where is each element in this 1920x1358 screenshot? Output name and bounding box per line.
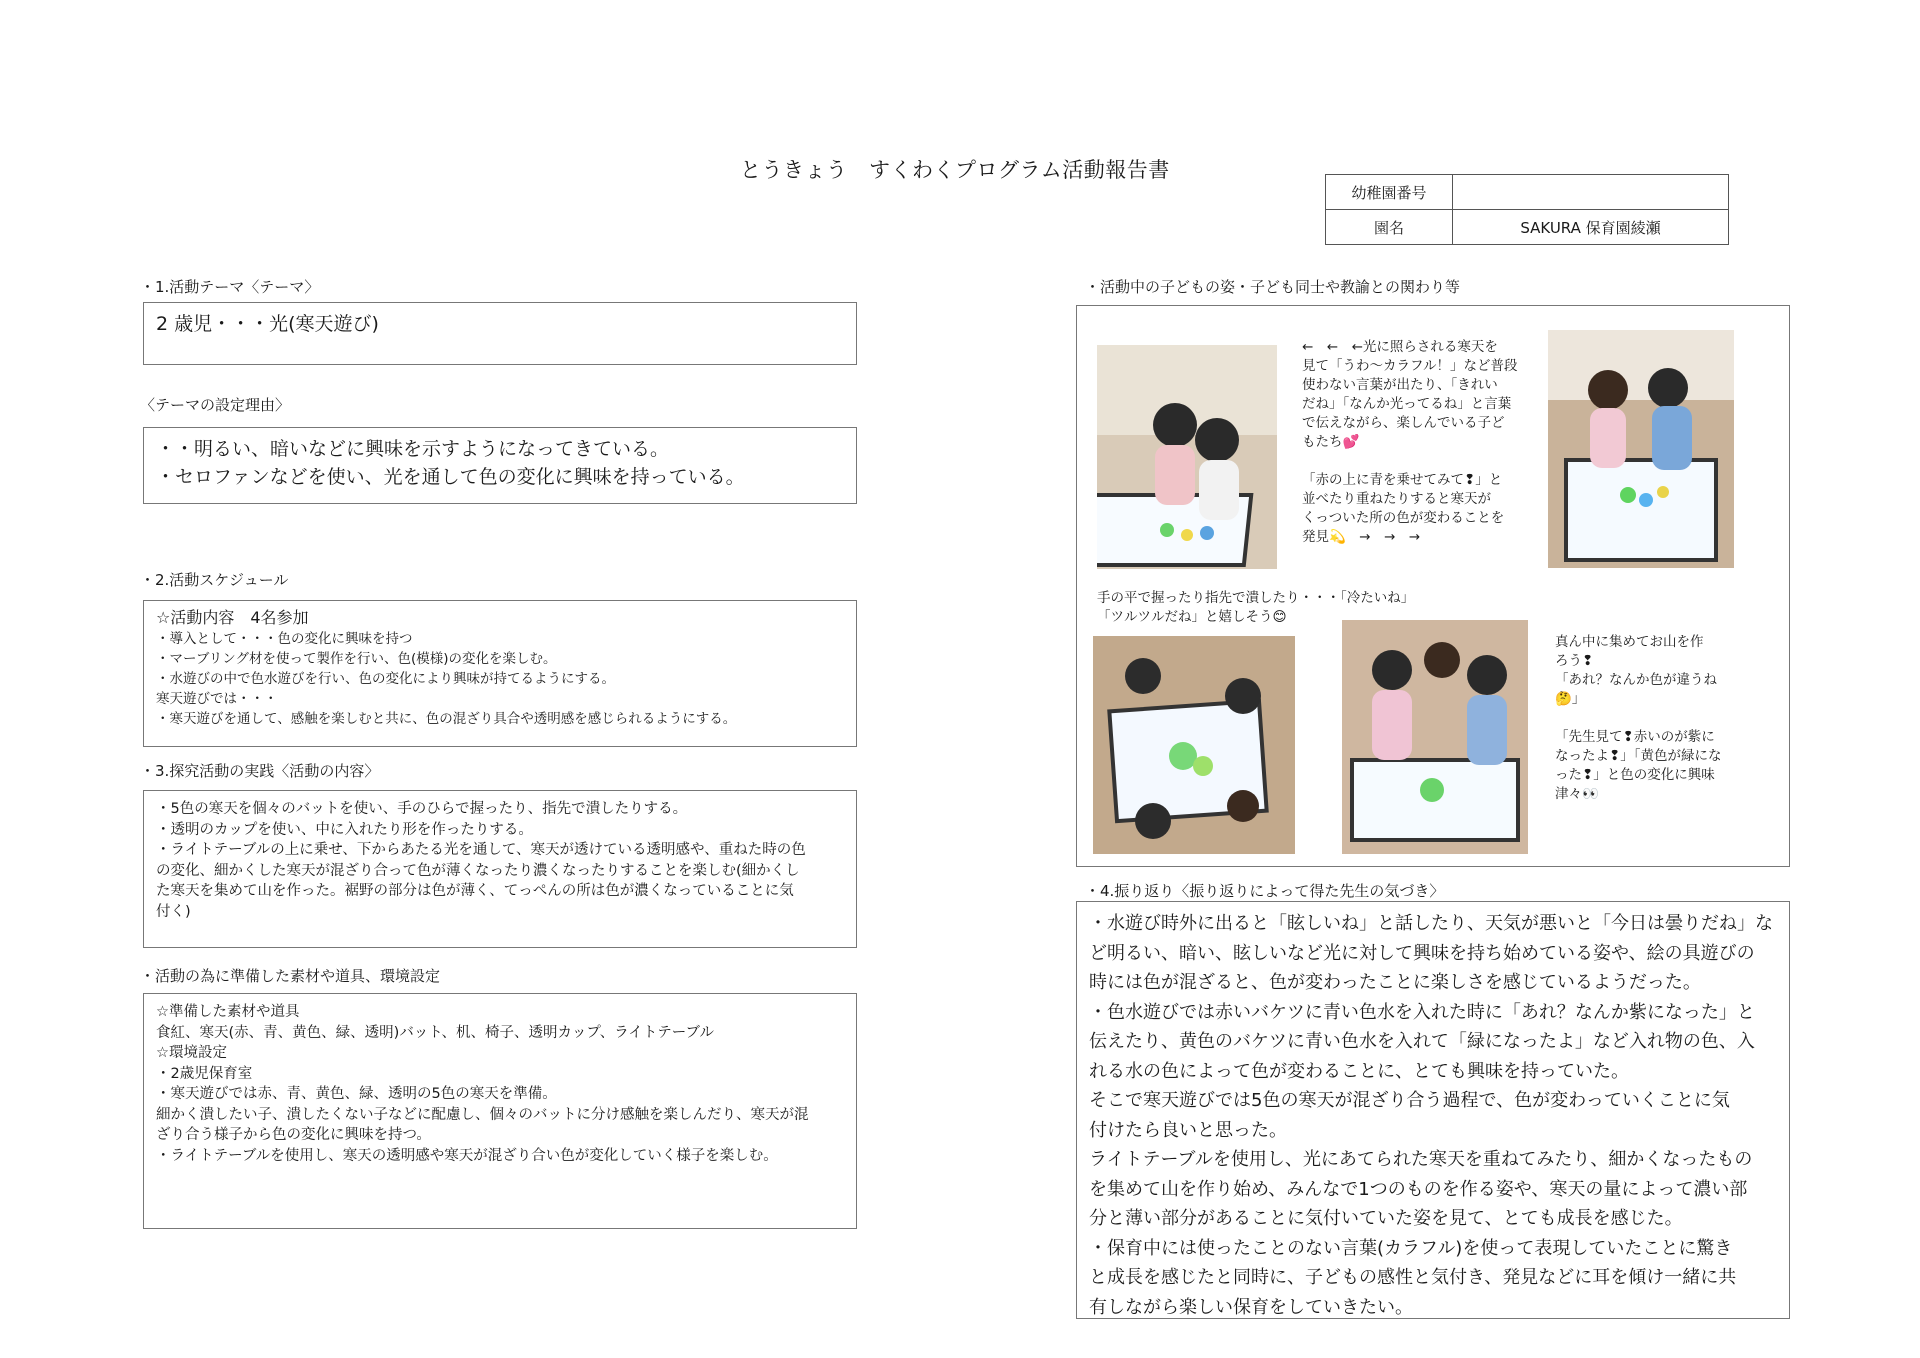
reason-line: ・セロファンなどを使い、光を通して色の変化に興味を持っている。	[156, 466, 745, 488]
materials-line: ・ライトテーブルを使用し、寒天の透明感や寒天が混ざり合い色が変化していく様子を楽しむ。	[156, 1147, 778, 1164]
schedule-line: ・導入として・・・色の変化に興味を持つ	[156, 631, 413, 647]
caption-1	[1302, 338, 1517, 547]
practice-line: の変化、細かくした寒天が混ざり合って色が薄くなったり濃くなったりすることを楽しむ(細かくし	[156, 862, 800, 879]
info-value	[1453, 175, 1729, 210]
caption-line: 真ん中に集めてお山を作	[1555, 634, 1704, 650]
reflection-line: と成長を感じたと同時に、子どもの感性と気付き、発見などに耳を傾け一緒に共	[1089, 1267, 1737, 1288]
photo-2-image	[1548, 330, 1734, 568]
caption-line: 「あれ？なんか色が違うね	[1555, 672, 1717, 688]
reflection-line: ・保育中には使ったことのない言葉(カラフル)を使って表現していたことに驚き	[1089, 1237, 1733, 1259]
reflection-line: ど明るい、暗い、眩しいなど光に対して興味を持ち始めている姿や、絵の具遊びの	[1089, 942, 1755, 964]
caption-line: ← ← ←光に照らされる寒天を	[1302, 339, 1498, 355]
caption-line: なったよ❢」「黄色が緑にな	[1555, 748, 1722, 764]
activity-photo-4	[1342, 620, 1528, 854]
caption-line: ろう❢	[1555, 653, 1594, 669]
reflection-line: 有しながら楽しい保育をしていきたい。	[1089, 1296, 1413, 1318]
caption-line	[1302, 452, 1517, 471]
materials-line: 食紅、寒天(赤、青、黄色、緑、透明)バット、机、椅子、透明カップ、ライトテーブル	[156, 1024, 714, 1041]
caption-line: 津々👀	[1555, 786, 1599, 802]
materials-line: ・寒天遊びでは赤、青、黄色、緑、透明の5色の寒天を準備。	[156, 1086, 557, 1102]
caption-line: 発見💫 → → →	[1302, 529, 1421, 545]
caption-line: くっついた所の色が変わることを	[1302, 510, 1505, 526]
materials-line: ざり合う様子から色の変化に興味を持つ。	[156, 1127, 431, 1143]
schedule-line: 寒天遊びでは・・・	[156, 691, 278, 707]
reflection-line: ・色水遊びでは赤いバケツに青い色水を入れた時に「あれ？なんか紫になった」と	[1089, 1001, 1755, 1023]
reflection-line: ・水遊び時外に出ると「眩しいね」と話したり、天気が悪いと「今日は曇りだね」な	[1089, 913, 1773, 934]
caption-line: 並べたり重ねたりすると寒天が	[1302, 491, 1491, 507]
materials-box	[143, 993, 857, 1229]
caption-line: 🤔」	[1555, 691, 1586, 707]
observation-heading: ・活動中の子どもの姿・子ども同士や教諭との関わり等	[1085, 278, 1461, 296]
info-table	[1325, 174, 1729, 245]
schedule-line: ・マーブリング材を使って製作を行い、色(模様)の変化を楽しむ。	[156, 651, 557, 667]
caption-line	[1555, 709, 1722, 728]
practice-line: ・5色の寒天を個々のバットを使い、手のひらで握ったり、指先で潰したりする。	[156, 801, 688, 817]
info-label: 幼稚園番号	[1326, 175, 1453, 210]
section3-heading: ・3.探究活動の実践〈活動の内容〉	[140, 762, 380, 780]
activity-photo-1	[1097, 345, 1277, 569]
theme-text: 2 歳児・・・光(寒天遊び)	[156, 313, 379, 335]
caption-3	[1555, 633, 1722, 804]
info-value: SAKURA 保育園綾瀬	[1453, 210, 1729, 245]
info-label: 園名	[1326, 210, 1453, 245]
reason-heading: 〈テーマの設定理由〉	[140, 396, 291, 414]
reflection-line: 時には色が混ざると、色が変わったことに楽しさを感じているようだった。	[1089, 972, 1701, 993]
section1-heading: ・1.活動テーマ〈テーマ〉	[140, 278, 320, 296]
reflection-line: 伝えたり、黄色のバケツに青い色水を入れて「緑になったよ」など入れ物の色、入	[1089, 1031, 1755, 1052]
reflection-heading: ・4.振り返り〈振り返りによって得た先生の気づき〉	[1085, 882, 1445, 900]
schedule-line: ☆活動内容 4名参加	[156, 608, 309, 627]
caption-line: 「先生見て❢赤いのが紫に	[1555, 729, 1715, 745]
caption-line: で伝えながら、楽しんでいる子ど	[1302, 415, 1505, 431]
activity-photo-2	[1548, 330, 1734, 568]
reflection-line: を集めて山を作り始め、みんなで1つのものを作る姿や、寒天の量によって濃い部	[1089, 1178, 1748, 1200]
materials-line: ☆環境設定	[156, 1045, 227, 1061]
caption-line: 使わない言葉が出たり、「きれい	[1302, 377, 1498, 393]
caption-line: 見て「うわ～カラフル！」など普段	[1302, 358, 1518, 374]
caption-line: もたち💕	[1302, 434, 1360, 450]
practice-line: ・ライトテーブルの上に乗せ、下からあたる光を通して、寒天が透けている透明感や、重ねた時の色	[156, 842, 806, 858]
reflection-line: 分と薄い部分があることに気付いていた姿を見て、とても成長を感じた。	[1089, 1208, 1683, 1229]
reason-line: ・・明るい、暗いなどに興味を示すようになってきている。	[156, 438, 670, 460]
caption-line: 手の平で握ったり指先で潰したり・・・「冷たいね」	[1097, 590, 1415, 606]
reason-box	[143, 427, 857, 504]
reflection-line: ライトテーブルを使用し、光にあてられた寒天を重ねてみたり、細かくなったもの	[1089, 1149, 1753, 1170]
section2-heading: ・2.活動スケジュール	[140, 571, 289, 589]
practice-line: 付く)	[156, 903, 191, 920]
practice-line: ・透明のカップを使い、中に入れたり形を作ったりする。	[156, 821, 533, 838]
photo-4-image	[1342, 620, 1528, 854]
caption-line: 「ツルツルだね」と嬉しそう😊	[1097, 609, 1287, 625]
reflection-line: れる水の色によって色が変わることに、とても興味を持っていた。	[1089, 1060, 1629, 1082]
reflection-line: そこで寒天遊びでは5色の寒天が混ざり合う過程で、色が変わっていくことに気	[1089, 1090, 1730, 1111]
info-row-number	[1326, 175, 1729, 210]
materials-line: ☆準備した素材や道具	[156, 1004, 300, 1020]
theme-box	[143, 302, 857, 365]
practice-line: た寒天を集めて山を作った。裾野の部分は色が薄く、てっぺんの所は色が濃くなっていることに気	[156, 883, 794, 899]
photo-1-image	[1097, 345, 1277, 569]
schedule-line: ・水遊びの中で色水遊びを行い、色の変化により興味が持てるようにする。	[156, 671, 615, 687]
schedule-box	[143, 600, 857, 747]
materials-heading: ・活動の為に準備した素材や道具、環境設定	[140, 967, 441, 985]
page-title: とうきょう すくわくプログラム活動報告書	[740, 158, 1170, 182]
caption-line: だね」「なんか光ってるね」と言葉	[1302, 396, 1512, 412]
materials-line: ・2歳児保育室	[156, 1065, 253, 1082]
materials-line: 細かく潰したい子、潰したくない子などに配慮し、個々のバットに分け感触を楽しんだり、寒天が混	[156, 1106, 809, 1123]
photo-3-image	[1093, 636, 1295, 854]
info-row-name	[1326, 210, 1729, 245]
practice-box	[143, 790, 857, 948]
schedule-line: ・寒天遊びを通して、感触を楽しむと共に、色の混ざり具合や透明感を感じられるようにする。	[156, 711, 737, 727]
caption-line: った❢」と色の変化に興味	[1555, 767, 1715, 783]
activity-photo-3	[1093, 636, 1295, 854]
reflection-line: 付けたら良いと思った。	[1089, 1119, 1287, 1141]
reflection-box	[1076, 901, 1790, 1319]
caption-line: 「赤の上に青を乗せてみて❢」と	[1302, 472, 1503, 488]
